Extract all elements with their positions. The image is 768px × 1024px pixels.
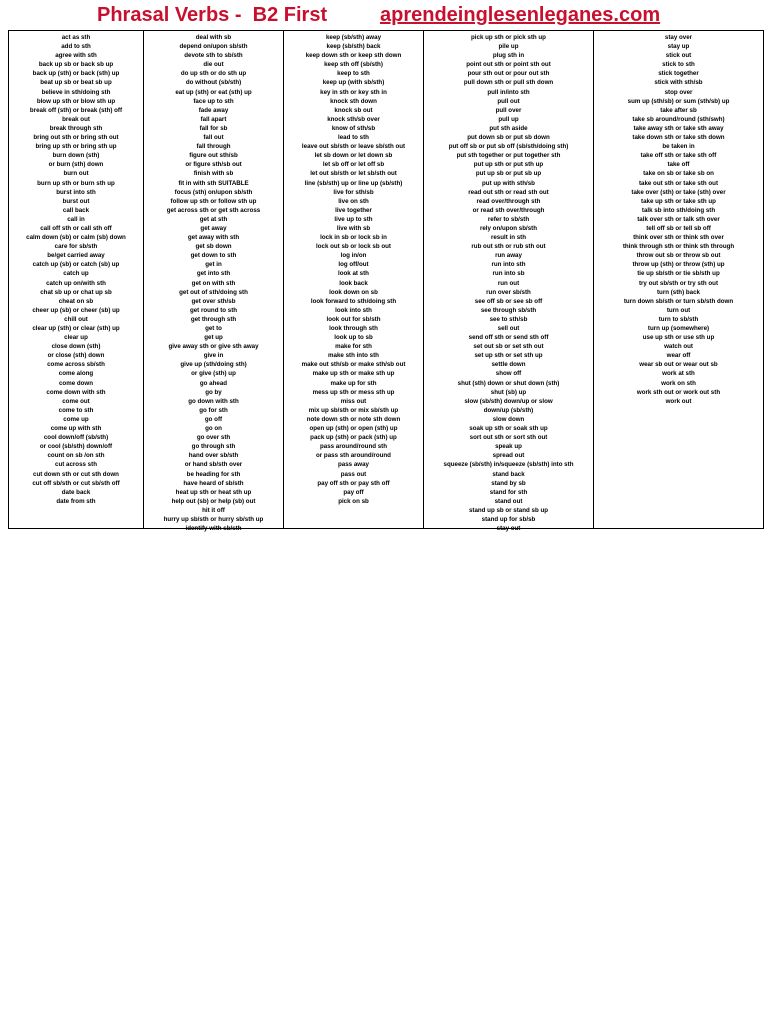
phrasal-verb-entry: stay up [667, 43, 690, 51]
phrasal-verb-entry: go by [205, 388, 222, 396]
phrasal-verb-entry: wear off [666, 352, 691, 360]
column-2 [144, 31, 284, 533]
phrasal-verb-entry: talk over sth or talk sth over [637, 215, 720, 223]
phrasal-verb-entry: keep up (with sb/sth) [322, 79, 385, 87]
phrasal-verb-entry: put off sb or put sb off (sb/sth/doing sth) [448, 143, 569, 151]
column-1 [9, 31, 144, 528]
phrasal-verb-entry: go on [205, 425, 222, 433]
phrasal-verb-entry: see off sb or see sb off [474, 297, 543, 305]
phrasal-verb-entry: put up sth or put sth up [473, 161, 544, 169]
phrasal-verb-entry: come down [58, 379, 94, 387]
phrasal-verb-entry: pull over [495, 106, 522, 114]
phrasal-verb-entry: focus (sth) on/upon sb/sth [174, 188, 253, 196]
phrasal-verb-entry: spread out [492, 452, 525, 460]
phrasal-verb-entry: put up with sth/sb [482, 179, 535, 187]
phrasal-verb-entry: burst into sth [56, 188, 96, 196]
phrasal-verb-entry: get in [205, 261, 222, 269]
phrasal-verb-entry: use up sth or use sth up [642, 334, 715, 342]
phrasal-verb-entry: show off [495, 370, 522, 378]
phrasal-verb-entry: see to sth/sb [489, 315, 528, 323]
phrasal-verb-entry: fall through [196, 143, 231, 151]
phrasal-verb-entry: go off [204, 415, 223, 423]
phrasal-verb-entry: make up for sth [330, 379, 377, 387]
phrasal-verb-entry: come out [62, 397, 90, 405]
phrasal-verb-entry: make for sth [335, 343, 372, 351]
phrasal-verb-entry: take after sb [660, 106, 697, 114]
phrasal-verb-entry: down/up (sb/sth) [483, 406, 534, 414]
phrasal-verb-entry: get over sth/sb [191, 297, 236, 305]
phrasal-verb-entry: break through sth [49, 124, 103, 132]
phrasal-verb-entry: pull out [497, 97, 520, 105]
phrasal-verb-entry: add to sth [61, 43, 91, 51]
phrasal-verb-entry: fall out [203, 134, 224, 142]
phrasal-verb-entry: burn up sth or burn sth up [37, 179, 115, 187]
phrasal-verb-entry: let sb down or let down sb [314, 152, 393, 160]
phrasal-verb-entry: tell off sb or tell sb off [646, 224, 711, 232]
phrasal-verb-entry: pull in/into sth [487, 88, 530, 96]
phrasal-verb-entry: pass away [338, 461, 369, 469]
phrasal-verb-entry: work on sth [661, 379, 696, 387]
phrasal-verb-entry: live together [335, 206, 372, 214]
phrasal-verb-entry: key in sth or key sth in [320, 88, 387, 96]
phrasal-verb-entry: sort out sth or sort sth out [469, 434, 548, 442]
phrasal-verb-entry: break out [62, 115, 90, 123]
phrasal-verb-entry: bring up sth or bring sth up [35, 143, 117, 151]
phrasal-verb-entry: stand by sb [491, 479, 526, 487]
phrasal-verb-entry: get down to sth [190, 252, 237, 260]
phrasal-verb-entry: do without (sb/sth) [185, 79, 242, 87]
phrasal-verb-entry: stick together [658, 70, 699, 78]
phrasal-verb-entry: care for sb/sth [54, 243, 98, 251]
phrasal-verb-entry: believe in sth/doing sth [41, 88, 111, 96]
phrasal-verb-entry: die out [203, 61, 224, 69]
phrasal-verb-entry: stop over [664, 88, 693, 96]
phrasal-verb-entry: look down on sb [329, 288, 378, 296]
phrasal-verb-entry: bring out sth or bring sth out [33, 134, 119, 142]
phrasal-verb-entry: think through sth or think sth through [622, 243, 735, 251]
phrasal-verb-entry: speak up [495, 443, 522, 451]
phrasal-verbs-table [8, 30, 764, 533]
phrasal-verb-entry: or cool (sb/sth) down/off [39, 443, 113, 451]
phrasal-verb-entry: depend on/upon sb/sth [179, 43, 248, 51]
phrasal-verb-entry: clear up [64, 334, 88, 342]
phrasal-verb-entry: result in sth [490, 234, 527, 242]
phrasal-verb-entry: stand for sth [489, 488, 528, 496]
phrasal-verb-entry: live on sth [338, 197, 369, 205]
phrasal-verb-entry: or figure sth/sb out [185, 161, 242, 169]
phrasal-verb-entry: run into sth [491, 261, 526, 269]
phrasal-verb-entry: turn up (somewhere) [647, 325, 710, 332]
phrasal-verb-entry: take over (sth) or take (sth) over [631, 188, 726, 196]
phrasal-verb-entry: come up with sth [50, 425, 102, 433]
phrasal-verb-entry: get up [204, 334, 223, 342]
page-header [0, 4, 768, 30]
phrasal-verb-entry: or close (sth) down [47, 352, 105, 360]
phrasal-verb-entry: burst out [62, 197, 90, 205]
website-link[interactable]: aprendeinglesenleganes.com [380, 4, 661, 26]
phrasal-verb-entry: stand out [494, 497, 523, 505]
phrasal-verb-entry: cut off sb/sth or cut sb/sth off [32, 479, 120, 487]
phrasal-verb-entry: put down sb or put sb down [467, 134, 550, 142]
phrasal-verb-entry: settle down [491, 361, 526, 369]
phrasal-verb-entry: get sb down [195, 243, 232, 251]
phrasal-verb-entry: agree with sth [55, 52, 97, 60]
phrasal-verb-entry: cheer up (sb) or cheer (sb) up [32, 306, 120, 314]
phrasal-verb-entry: knock sth/sb over [327, 115, 380, 123]
phrasal-verb-entry: read out sth or read sth out [468, 188, 549, 196]
phrasal-verb-entry: or hand sb/sth over [184, 461, 243, 469]
phrasal-verb-entry: get on with sth [191, 279, 236, 287]
phrasal-verb-entry: get to [205, 325, 222, 332]
phrasal-verb-entry: stand up sb or stand sb up [468, 506, 549, 514]
phrasal-verb-entry: mess up sth or mess sth up [312, 388, 395, 396]
phrasal-verb-entry: look forward to sth/doing sth [310, 297, 397, 305]
phrasal-verb-entry: keep (sb/sth) back [326, 43, 381, 51]
phrasal-verb-entry: stand back [492, 470, 525, 478]
phrasal-verb-entry: hand over sb/sth [188, 452, 239, 460]
phrasal-verb-entry: log in/on [340, 252, 367, 260]
phrasal-verb-entry: run over sb/sth [486, 288, 531, 296]
phrasal-verb-entry: pass around/round sth [319, 443, 388, 451]
phrasal-verb-entry: rely on/upon sb/sth [479, 224, 538, 232]
phrasal-verb-entry: stick to sth [662, 61, 695, 69]
phrasal-verb-entry: knock sth down [330, 97, 377, 105]
phrasal-verb-entry: note down sth or note sth down [306, 415, 401, 423]
phrasal-verb-entry: break off (sth) or break (sth) off [29, 106, 123, 114]
phrasal-verb-entry: back up sb or back sb up [38, 61, 114, 69]
phrasal-verb-entry: close down (sth) [51, 343, 101, 351]
phrasal-verb-entry: go through sth [191, 443, 236, 451]
phrasal-verb-entry: keep (sb/sth) away [325, 34, 382, 41]
phrasal-verb-entry: cheat on sb [58, 297, 94, 305]
phrasal-verb-entry: fall apart [200, 115, 227, 123]
phrasal-verb-entry: keep sth off (sb/sth) [324, 61, 383, 69]
phrasal-verb-entry: give in [203, 352, 224, 360]
phrasal-verb-entry: slow (sb/sth) down/up or slow [464, 397, 553, 405]
phrasal-verb-entry: get at sth [199, 215, 228, 223]
phrasal-verb-entry: run away [495, 252, 522, 260]
phrasal-verb-entry: devote sth to sb/sth [184, 52, 243, 60]
phrasal-verb-entry: put up sb or put sb up [475, 170, 542, 178]
phrasal-verb-entry: or read sth over/through [472, 206, 545, 214]
phrasal-verb-entry: catch up on/with sth [46, 279, 106, 287]
phrasal-verb-entry: live with sb [336, 224, 371, 232]
phrasal-verb-entry: or burn (sth) down [48, 161, 104, 169]
phrasal-verb-entry: eat up (sth) or eat (sth) up [175, 88, 252, 96]
phrasal-verb-entry: look back [339, 279, 368, 287]
phrasal-verb-entry: tie up sb/sth or tie sb/sth up [637, 270, 720, 278]
phrasal-verb-entry: talk sb into sth/doing sth [641, 206, 716, 214]
phrasal-verb-entry: stay out [496, 525, 521, 533]
phrasal-verb-entry: sell out [497, 325, 520, 332]
phrasal-verb-entry: go ahead [199, 379, 228, 387]
phrasal-verb-entry: think over sth or think sth over [633, 234, 724, 242]
phrasal-verb-entry: put sth together or put together sth [456, 152, 561, 160]
phrasal-verb-entry: refer to sb/sth [487, 215, 530, 223]
phrasal-verb-entry: pile up [498, 43, 519, 51]
phrasal-verb-entry: pick on sb [338, 497, 369, 505]
phrasal-verb-entry: hit it off [202, 506, 225, 514]
phrasal-verb-entry: count on sb /on sth [47, 452, 105, 460]
phrasal-verb-entry: give away sth or give sth away [168, 343, 259, 351]
page-title: Phrasal Verbs - B2 First [97, 4, 328, 26]
phrasal-verb-entry: slow down [492, 415, 525, 423]
phrasal-verb-entry: stick out [665, 52, 692, 60]
phrasal-verb-entry: come down with sth [46, 388, 106, 396]
phrasal-verb-entry: see through sb/sth [480, 306, 537, 314]
phrasal-verb-entry: let out sb/sth or let sb/sth out [310, 170, 397, 178]
phrasal-verb-entry: try out sb/sth or try sth out [638, 279, 719, 287]
phrasal-verb-entry: have heard of sb/sth [183, 479, 244, 487]
phrasal-verb-entry: stick with sth/sb [654, 79, 703, 87]
column-5 [594, 31, 763, 528]
phrasal-verb-entry: hurry up sb/sth or hurry sb/sth up [163, 515, 264, 523]
phrasal-verb-entry: go down with sth [188, 397, 239, 405]
phrasal-verb-entry: deal with sb [195, 34, 232, 41]
phrasal-verb-entry: look out for sb/sth [326, 315, 381, 323]
phrasal-verb-entry: take away sth or take sth away [633, 124, 724, 132]
phrasal-verb-entry: look up to sb [334, 334, 373, 342]
phrasal-verb-entry: knock sb out [334, 106, 373, 114]
phrasal-verb-entry: rub out sth or rub sth out [471, 243, 546, 251]
phrasal-verb-entry: burn down (sth) [52, 152, 100, 160]
phrasal-verb-entry: be taken in [662, 143, 695, 151]
phrasal-verb-entry: cool down/off (sb/sth) [43, 434, 109, 442]
phrasal-verb-entry: get across sth or get sth across [166, 206, 261, 214]
phrasal-verb-entry: run into sb [492, 270, 525, 278]
phrasal-verb-entry: let sb off or let off sb [322, 161, 385, 169]
phrasal-verb-entry: look into sth [335, 306, 372, 314]
phrasal-verb-entry: set out sb or set sth out [473, 343, 544, 351]
phrasal-verb-entry: beat up sb or beat sb up [40, 79, 112, 87]
phrasal-verb-entry: back up (sth) or back (sth) up [32, 70, 120, 78]
phrasal-verb-entry: sum up (sth/sb) or sum (sth/sb) up [627, 97, 730, 105]
phrasal-verb-entry: get away with sth [187, 234, 240, 242]
phrasal-verb-entry: turn down sb/sth or turn sb/sth down [623, 297, 734, 305]
phrasal-verb-entry: log off/out [338, 261, 369, 269]
column-3 [284, 31, 424, 528]
phrasal-verb-entry: pack up (sth) or pack (sth) up [310, 434, 397, 442]
phrasal-verb-entry: run out [497, 279, 520, 287]
phrasal-verb-entry: stay over [664, 34, 693, 41]
column-4 [424, 31, 594, 533]
phrasal-verb-entry: give up (sth/doing sth) [180, 361, 247, 369]
phrasal-verb-entry: throw up (sth) or throw (sth) up [632, 261, 725, 269]
phrasal-verb-entry: turn to sb/sth [658, 315, 699, 323]
phrasal-verb-entry: make sth into sth [328, 352, 379, 360]
phrasal-verb-entry: take sb around/round (sth/swh) [632, 115, 725, 123]
phrasal-verb-entry: point out sth or point sth out [466, 61, 551, 69]
phrasal-verb-entry: come up [63, 415, 89, 423]
phrasal-verb-entry: be heading for sth [186, 470, 241, 478]
phrasal-verb-entry: read over/through sth [476, 197, 541, 205]
phrasal-verb-entry: pour sth out or pour out sth [467, 70, 550, 78]
phrasal-verb-entry: lock in sb or lock sb in [320, 234, 387, 242]
phrasal-verb-entry: get away [200, 224, 227, 232]
phrasal-verb-entry: open up (sth) or open (sth) up [309, 425, 398, 433]
phrasal-verb-entry: get through sth [190, 315, 237, 323]
phrasal-verb-entry: face up to sth [193, 97, 234, 105]
phrasal-verb-entry: figure out sth/sb [189, 152, 238, 160]
phrasal-verb-entry: pay off [343, 488, 364, 496]
phrasal-verb-entry: calm down (sb) or calm (sb) down [26, 234, 126, 242]
phrasal-verb-entry: come to sth [58, 406, 94, 414]
phrasal-verb-entry: take down sth or take sth down [632, 134, 725, 142]
phrasal-verb-entry: clear up (sth) or clear (sth) up [32, 325, 120, 332]
phrasal-verb-entry: take on sb or take sb on [643, 170, 714, 178]
phrasal-verb-entry: plug sth in [492, 52, 525, 60]
phrasal-verb-entry: soak up sth or soak sth up [469, 425, 548, 433]
phrasal-verb-entry: call off sth or call sth off [40, 224, 112, 232]
phrasal-verb-entry: get into sth [196, 270, 231, 278]
phrasal-verb-entry: squeeze (sb/sth) in/squeeze (sb/sth) into sth [443, 461, 574, 469]
phrasal-verb-entry: watch out [664, 343, 693, 351]
phrasal-verb-entry: go over sth [196, 434, 231, 442]
phrasal-verb-entry: cut down sth or cut sth down [33, 470, 119, 478]
phrasal-verb-entry: be/get carried away [47, 252, 105, 260]
phrasal-verb-entry: or pass sth around/round [316, 452, 391, 460]
phrasal-verb-entry: get round to sth [189, 306, 238, 314]
phrasal-verb-entry: throw out sb or throw sb out [636, 252, 721, 260]
phrasal-verb-entry: chat sb up or chat up sb [40, 288, 112, 296]
phrasal-verb-entry: stand up for sb/sb [481, 515, 536, 523]
phrasal-verb-entry: come along [58, 370, 94, 378]
phrasal-verb-entry: leave out sb/sth or leave sb/sth out [301, 143, 406, 151]
phrasal-verb-entry: pay off sth or pay sth off [317, 479, 390, 487]
phrasal-verb-entry: send off sth or send sth off [468, 334, 549, 342]
phrasal-verb-entry: do up sth or do sth up [180, 70, 247, 78]
phrasal-verb-entry: wear sb out or wear out sb [639, 361, 718, 369]
phrasal-verb-entry: fall for sb [199, 124, 228, 132]
phrasal-verb-entry: identify with sb/sth [185, 525, 242, 533]
phrasal-verb-entry: set up sth or set sth up [474, 352, 543, 360]
phrasal-verb-entry: turn out [666, 306, 691, 314]
phrasal-verb-entry: lead to sth [338, 134, 369, 142]
phrasal-verb-entry: blow up sth or blow sth up [36, 97, 116, 105]
phrasal-verb-entry: live for sth/sb [333, 188, 374, 196]
phrasal-verb-entry: or give (sth) up [191, 370, 236, 378]
phrasal-verb-entry: come across sb/sth [47, 361, 105, 369]
phrasal-verb-entry: mix up sb/sth or mix sb/sth up [308, 406, 399, 414]
phrasal-verb-entry: turn (sth) back [657, 288, 700, 296]
phrasal-verb-entry: take out sth or take sth out [638, 179, 719, 187]
phrasal-verb-entry: date from sth [56, 497, 96, 505]
phrasal-verb-entry: pass out [340, 470, 367, 478]
phrasal-verb-entry: shut (sb) up [490, 388, 527, 396]
phrasal-verb-entry: pull up [498, 115, 519, 123]
phrasal-verb-entry: look through sth [329, 325, 378, 332]
phrasal-verb-entry: cut across sth [55, 461, 97, 469]
phrasal-verb-entry: keep to sth [337, 70, 370, 78]
phrasal-verb-entry: call back [62, 206, 90, 214]
phrasal-verb-entry: finish with sb [193, 170, 234, 178]
phrasal-verb-entry: put sth aside [489, 124, 528, 132]
phrasal-verb-entry: chill out [64, 315, 88, 323]
phrasal-verb-entry: live up to sth [334, 215, 373, 223]
phrasal-verb-entry: pull down sth or pull sth down [463, 79, 554, 87]
phrasal-verb-entry: work at sth [662, 370, 695, 378]
phrasal-verb-entry: make out sth/sb or make sth/sb out [301, 361, 406, 369]
phrasal-verb-entry: make up sth or make sth up [312, 370, 395, 378]
phrasal-verb-entry: fit in with sth SUITABLE [178, 179, 249, 187]
phrasal-verb-entry: look at sth [338, 270, 369, 278]
phrasal-verb-entry: follow up sth or follow sth up [170, 197, 257, 205]
phrasal-verb-entry: call in [67, 215, 85, 223]
phrasal-verb-entry: pick up sth or pick sth up [471, 34, 546, 41]
phrasal-verb-entry: work out [665, 397, 692, 405]
phrasal-verb-entry: catch up [63, 270, 89, 278]
phrasal-verb-entry: date back [61, 488, 91, 496]
phrasal-verb-entry: take up sth or take sth up [641, 197, 716, 205]
phrasal-verb-entry: lock out sb or lock sb out [316, 243, 391, 251]
phrasal-verb-entry: burn out [63, 170, 89, 178]
phrasal-verb-entry: keep down sth or keep sth down [305, 52, 402, 60]
phrasal-verb-entry: line (sb/sth) up or line up (sb/sth) [304, 179, 403, 187]
phrasal-verb-entry: know of sth/sb [331, 124, 376, 132]
phrasal-verb-entry: fade away [198, 106, 229, 114]
phrasal-verb-entry: go for sth [199, 406, 228, 414]
phrasal-verb-entry: catch up (sb) or catch (sb) up [32, 261, 120, 269]
phrasal-verb-entry: help out (sb) or help (sb) out [171, 497, 256, 505]
phrasal-verb-entry: take off sth or take sth off [640, 152, 717, 160]
phrasal-verb-entry: act as sth [61, 34, 91, 41]
phrasal-verb-entry: get out of sth/doing sth [179, 288, 248, 296]
phrasal-verb-entry: heat up sth or heat sth up [175, 488, 252, 496]
phrasal-verb-entry: shut (sth) down or shut down (sth) [457, 379, 560, 387]
phrasal-verb-entry: work sth out or work out sth [636, 388, 721, 396]
phrasal-verb-entry: miss out [340, 397, 367, 405]
phrasal-verb-entry: take off [667, 161, 690, 169]
